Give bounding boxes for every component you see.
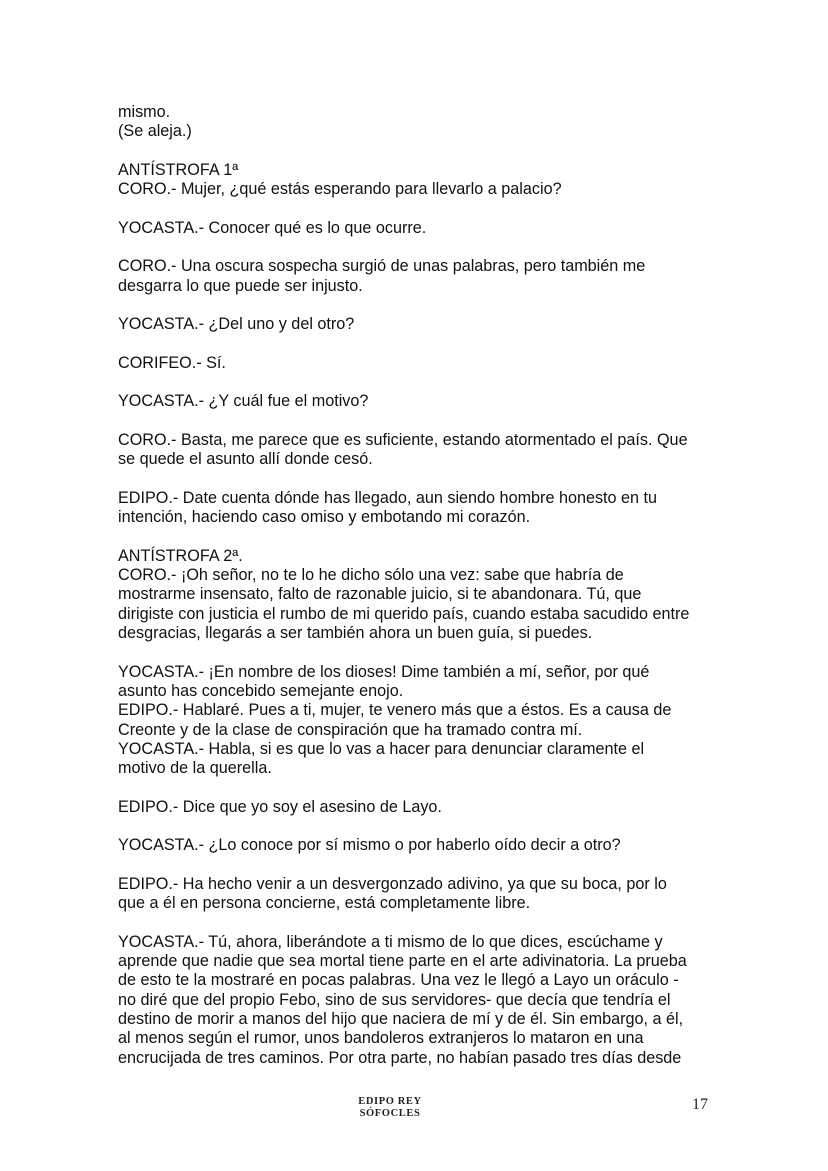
- text-line: EDIPO.- Ha hecho venir a un desvergonzado adivino, ya que su boca, por lo: [118, 874, 667, 893]
- text-line: se quede el asunto allí donde cesó.: [118, 450, 373, 469]
- text-line: YOCASTA.- Habla, si es que lo vas a hacer para denunciar claramente el: [118, 739, 645, 758]
- text-line: ANTÍSTROFA 1ª: [118, 160, 239, 179]
- text-line: dirigiste con justicia el rumbo de mi querido país, cuando estaba sacudido entre: [118, 604, 690, 623]
- text-line: ANTÍSTROFA 2ª.: [118, 546, 243, 565]
- text-line: CORIFEO.- Sí.: [118, 353, 226, 372]
- text-line: YOCASTA.- ¿Lo conoce por sí mismo o por haberlo oído decir a otro?: [118, 836, 621, 855]
- text-line: YOCASTA.- ¡En nombre de los dioses! Dime también a mí, señor, por qué: [118, 662, 650, 681]
- text-line: mismo.: [118, 103, 171, 121]
- blank-line: [118, 412, 718, 431]
- text-line: motivo de la querella.: [118, 759, 272, 778]
- text-line: CORO.- Basta, me parece que es suficiente, estando atormentado el país. Que: [118, 431, 688, 450]
- text-line: CORO.- ¡Oh señor, no te lo he dicho sólo una vez: sabe que habría de: [118, 566, 624, 585]
- text-line: CORO.- Una oscura sospecha surgió de unas palabras, pero también me: [118, 257, 646, 276]
- page-number: 17: [692, 1096, 708, 1113]
- text-line: aprende que nadie que sea mortal tiene parte en el arte adivinatoria. La prueba: [118, 952, 687, 971]
- blank-line: [118, 856, 718, 875]
- footer-work-title: EDIPO REY: [358, 1096, 422, 1107]
- blank-line: [118, 470, 718, 489]
- blank-line: [118, 643, 718, 662]
- blank-line: [118, 238, 718, 257]
- text-line: CORO.- Mujer, ¿qué estás esperando para llevarlo a palacio?: [118, 180, 562, 199]
- blank-line: [118, 373, 718, 392]
- blank-line: [118, 142, 718, 161]
- blank-line: [118, 778, 718, 797]
- text-line: EDIPO.- Dice que yo soy el asesino de Layo.: [118, 797, 442, 816]
- text-line: YOCASTA.- Conocer qué es lo que ocurre.: [118, 218, 427, 237]
- blank-line: [118, 296, 718, 315]
- text-line: destino de morir a manos del hijo que naciera de mí y de él. Sin embargo, a él,: [118, 1009, 684, 1028]
- text-line: encrucijada de tres caminos. Por otra parte, no habían pasado tres días desde: [118, 1048, 682, 1067]
- text-line: EDIPO.- Date cuenta dónde has llegado, aun siendo hombre honesto en tu: [118, 488, 658, 507]
- blank-line: [118, 817, 718, 836]
- blank-line: [118, 199, 718, 218]
- text-line: de esto te la mostraré en pocas palabras. Una vez le llegó a Layo un oráculo -: [118, 971, 679, 990]
- text-line: (Se aleja.): [118, 122, 192, 141]
- text-line: desgracias, llegarás a ser también ahora un buen guía, si puedes.: [118, 624, 593, 643]
- text-line: YOCASTA.- ¿Y cuál fue el motivo?: [118, 392, 369, 411]
- text-line: YOCASTA.- Tú, ahora, liberándote a ti mismo de lo que dices, escúchame y: [118, 932, 663, 951]
- text-line: no diré que del propio Febo, sino de sus servidores- que decía que tendría el: [118, 990, 671, 1009]
- text-line: Creonte y de la clase de conspiración que ha tramado contra mí.: [118, 720, 583, 739]
- footer-author: SÓFOCLES: [359, 1107, 421, 1119]
- text-line: al menos según el rumor, unos bandoleros extranjeros lo mataron en una: [118, 1029, 644, 1048]
- text-line: YOCASTA.- ¿Del uno y del otro?: [118, 315, 355, 334]
- text-line: asunto has concebido semejante enojo.: [118, 681, 404, 700]
- text-line: EDIPO.- Hablaré. Pues a ti, mujer, te venero más que a éstos. Es a causa de: [118, 701, 672, 720]
- footer-title: [340, 1096, 440, 1119]
- text-line: que a él en persona concierne, está completamente libre.: [118, 894, 531, 913]
- blank-line: [118, 335, 718, 354]
- blank-line: [118, 528, 718, 547]
- text-line: intención, haciendo caso omiso y embotando mi corazón.: [118, 508, 531, 527]
- text-line: desgarra lo que puede ser injusto.: [118, 276, 363, 295]
- blank-line: [118, 913, 718, 932]
- document-body: [118, 103, 718, 1068]
- text-line: mostrarme insensato, falto de razonable juicio, si te abandonara. Tú, que: [118, 585, 642, 604]
